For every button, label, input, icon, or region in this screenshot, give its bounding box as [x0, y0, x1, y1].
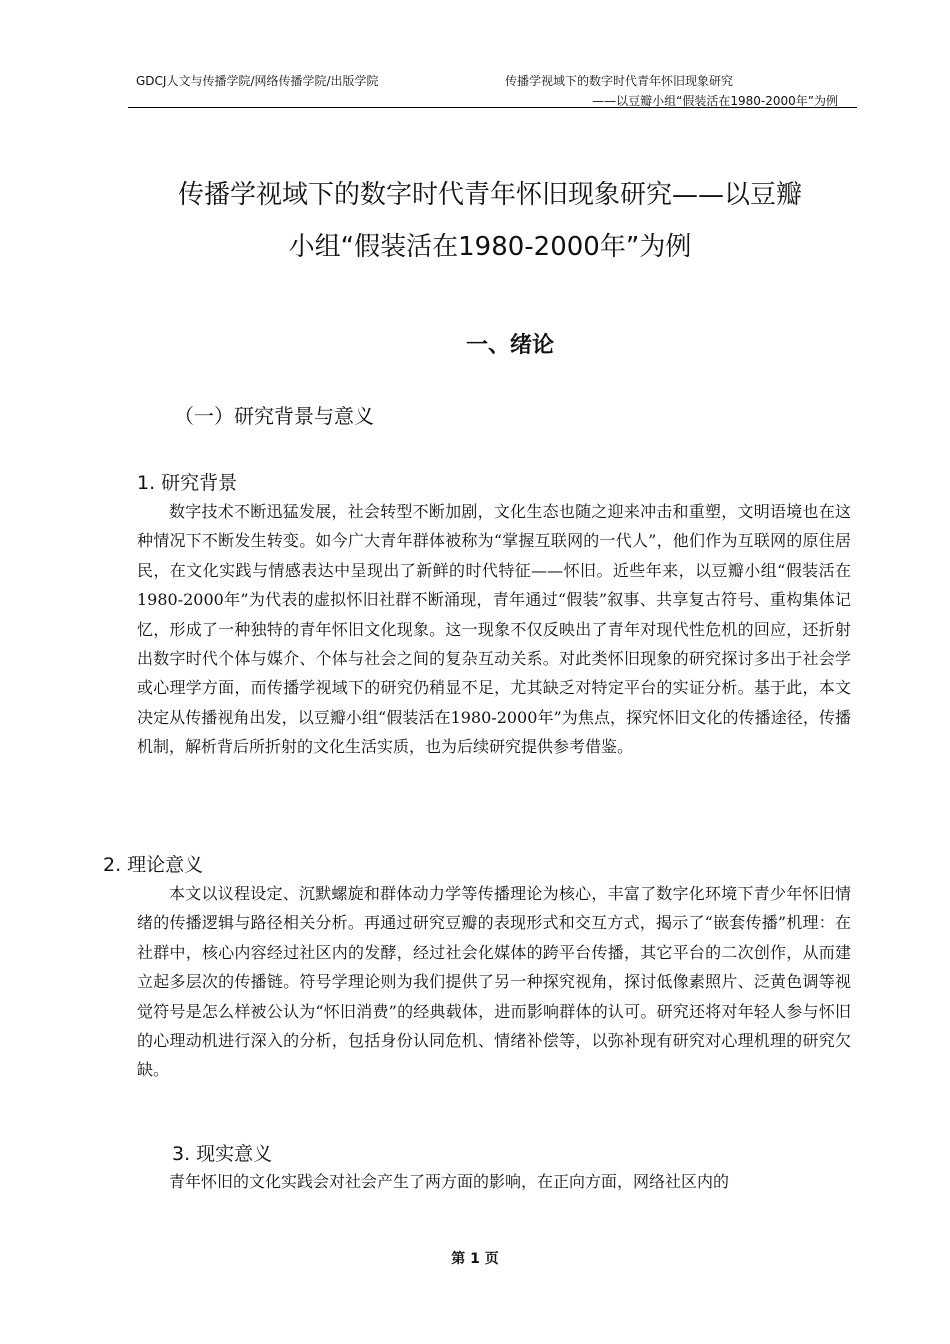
subsection-heading-theory: 2. 理论意义: [103, 854, 204, 876]
paragraph-background: 数字技术不断迅猛发展，社会转型不断加剧，文化生态也随之迎来冲击和重塑，文明语境也在这种情况下不断发生转变。如今广大青年群体被称为“掌握互联网的一代人”，他们作为互联网的原住居民，在文化实践与情感表达中呈现出了新鲜的时代特征——怀旧。近些年来，以豆瓣小组“假装活在1980-2000年”为代表的虚拟怀旧社群不断涌现，青年通过“假装”叙事、共享复古符号、重构集体记忆，形成了一种独特的青年怀旧文化现象。这一现象不仅反映出了青年对现代性危机的回应，还折射出数字时代个体与媒介、个体与社会之间的复杂互动关系。对此类怀旧现象的研究探讨多出于社会学或心理学方面，而传播学视域下的研究仍稍显不足，尤其缺乏对特定平台的实证分析。基于此，本文决定从传播视角出发，以豆瓣小组“假装活在1980-2000年”为焦点，探究怀旧文化的传播途径，传播机制，解析背后所折射的文化生活实质，也为后续研究提供参考借鉴。: [137, 502, 851, 757]
header-divider: [128, 107, 857, 108]
paper-title-line-1: 传播学视域下的数字时代青年怀旧现象研究——以豆瓣: [177, 180, 802, 210]
subsection-heading-background: 1. 研究背景: [137, 472, 238, 494]
running-header-left: GDCJ人文与传播学院/网络传播学院/出版学院: [136, 74, 379, 88]
page-number: 第 1 页: [451, 1251, 499, 1267]
running-header-title: 传播学视域下的数字时代青年怀旧现象研究: [505, 74, 734, 88]
paragraph-theory: 本文以议程设定、沉默螺旋和群体动力学等传播理论为核心，丰富了数字化环境下青少年怀旧情绪的传播逻辑与路径相关分析。再通过研究豆瓣的表现形式和交互方式，揭示了“嵌套传播”机理：在社群中，核心内容经过社区内的发酵，经过社会化媒体的跨平台传播，其它平台的二次创作，从而建立起多层次的传播链。符号学理论则为我们提供了另一种探究视角，探讨低像素照片、泛黄色调等视觉符号是怎么样被公认为“怀旧消费”的经典载体，进而影响群体的认可。研究还将对年轻人参与怀旧的心理动机进行深入的分析，包括身份认同危机、情绪补偿等，以弥补现有研究对心理机理的研究欠缺。: [137, 884, 851, 1080]
paper-title-line-2: 小组“假装活在1980-2000年”为例: [288, 232, 692, 262]
chapter-heading: 一、绪论: [465, 333, 554, 358]
paragraph-practice: 青年怀旧的文化实践会对社会产生了两方面的影响，在正向方面，网络社区内的: [169, 1172, 730, 1191]
running-header-subtitle: ——以豆瓣小组“假装活在1980-2000年”为例: [592, 94, 838, 108]
section-heading: （一）研究背景与意义: [174, 404, 374, 428]
subsection-heading-practice: 3. 现实意义: [172, 1143, 273, 1165]
